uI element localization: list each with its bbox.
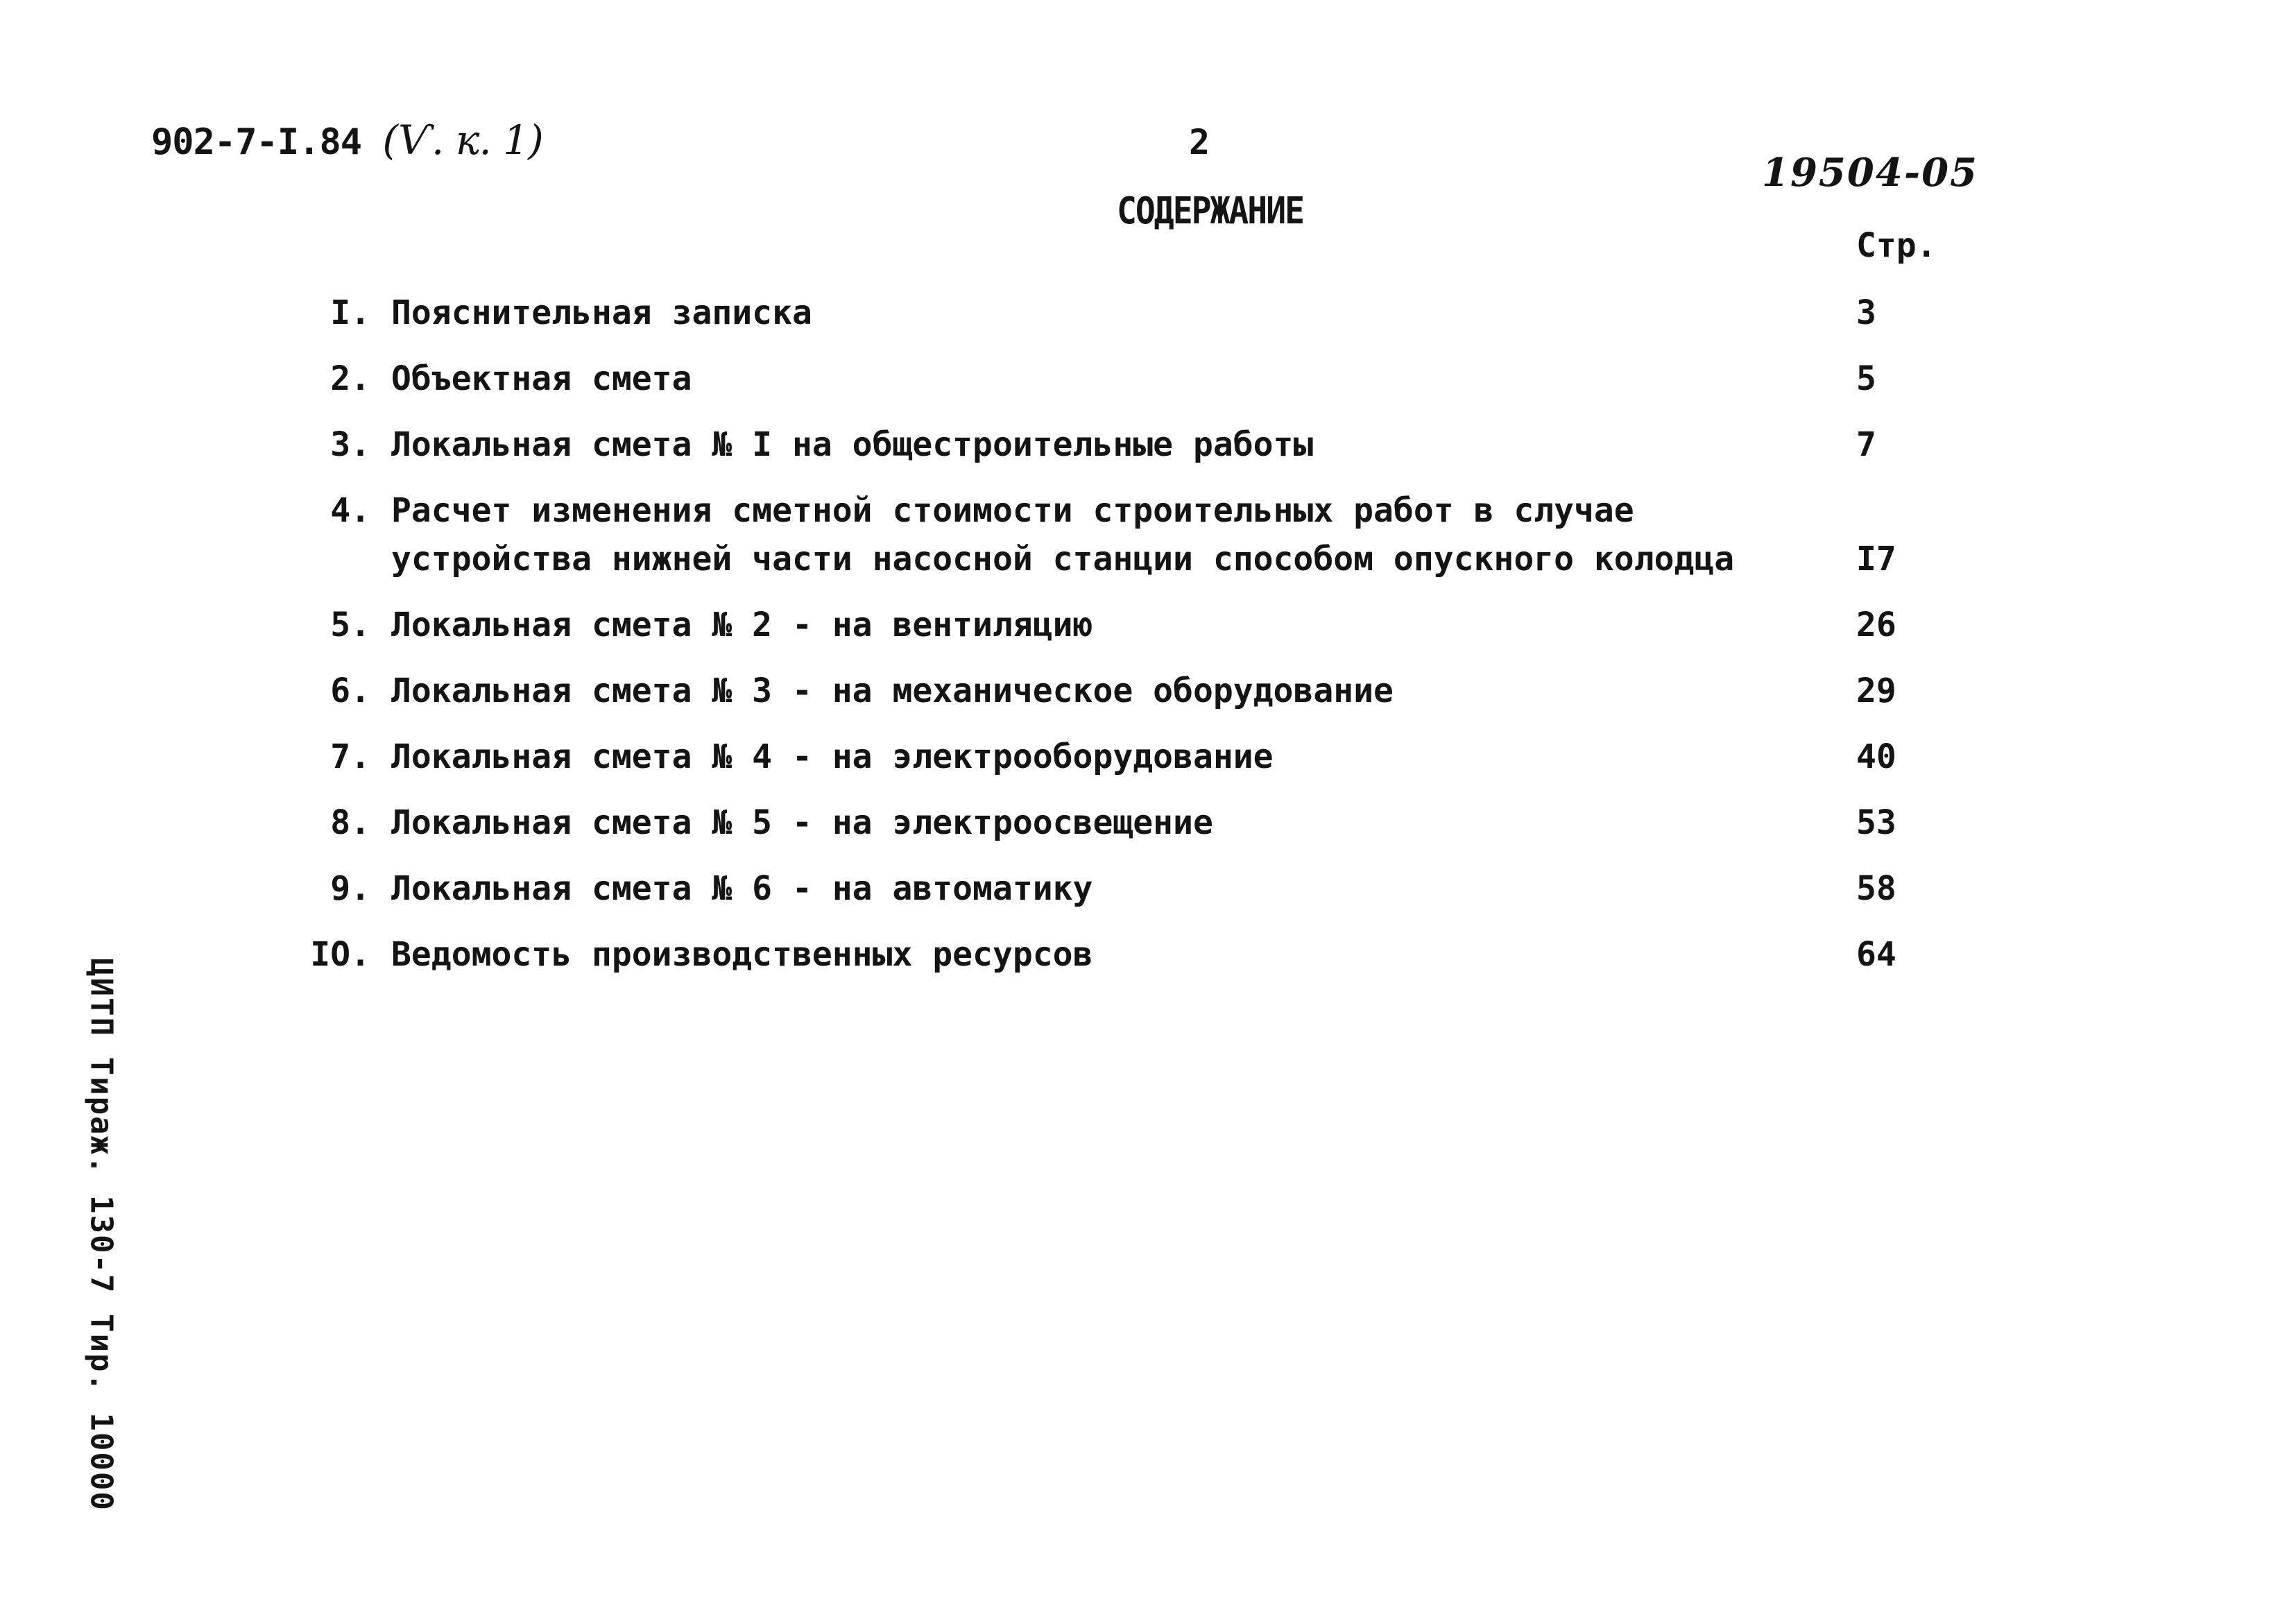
- toc-item-title: Локальная смета № 5 - на электроосвещение: [391, 803, 1213, 842]
- toc-item-number: 6.: [330, 671, 370, 710]
- document-code: [151, 117, 543, 164]
- toc-item-page: I7: [1856, 540, 1896, 579]
- toc-item-title: Ведомость производственных ресурсов: [391, 935, 1093, 974]
- page-column-header: Стр.: [1856, 226, 1937, 265]
- page-title: СОДЕРЖАНИЕ: [1117, 189, 1303, 233]
- toc-item-number: 9.: [330, 869, 370, 908]
- toc-item-number: 2.: [330, 359, 370, 398]
- toc-item-page: 40: [1856, 737, 1896, 776]
- toc-item-title: Локальная смета № 6 - на автоматику: [391, 869, 1093, 908]
- toc-item-number: I.: [330, 293, 370, 332]
- toc-item-number: 8.: [330, 803, 370, 842]
- toc-item-page: 3: [1856, 293, 1876, 332]
- toc-item-page: 29: [1856, 671, 1896, 710]
- toc-item-page: 64: [1856, 935, 1896, 974]
- toc-item-title: Расчет изменения сметной стоимости строительных работ в случае: [391, 491, 1634, 530]
- toc-item-title: Объектная смета: [391, 359, 692, 398]
- margin-print-stamp: ЦИТП Тираж. 130-7 Тир. 10000: [83, 958, 119, 1512]
- document-code-number: 902-7-I.84: [151, 121, 362, 163]
- toc-item-page: 53: [1856, 803, 1896, 842]
- toc-item-number: IO.: [310, 935, 370, 974]
- toc-item-title: Локальная смета № 4 - на электрооборудование: [391, 737, 1274, 776]
- toc-item-number: 4.: [330, 491, 370, 530]
- toc-item-title: Локальная смета № 2 - на вентиляцию: [391, 606, 1093, 644]
- archive-number: 19504-05: [1762, 150, 1978, 196]
- document-code-note: (Ѵ. к. 1): [382, 117, 543, 164]
- toc-item-page: 5: [1856, 359, 1876, 398]
- toc-item-page: 58: [1856, 869, 1896, 908]
- toc-item-number: 3.: [330, 425, 370, 464]
- toc-item-title: Локальная смета № I на общестроительные работы: [391, 425, 1314, 464]
- toc-item-page: 7: [1856, 425, 1876, 464]
- toc-item-title: Пояснительная записка: [391, 293, 812, 332]
- toc-item-title-continuation: устройства нижней части насосной станции способом опускного колодца: [391, 540, 1735, 579]
- page-number: 2: [1189, 122, 1210, 162]
- toc-item-page: 26: [1856, 606, 1896, 644]
- toc-item-number: 5.: [330, 606, 370, 644]
- toc-item-number: 7.: [330, 737, 370, 776]
- toc-item-title: Локальная смета № 3 - на механическое оборудование: [391, 671, 1394, 710]
